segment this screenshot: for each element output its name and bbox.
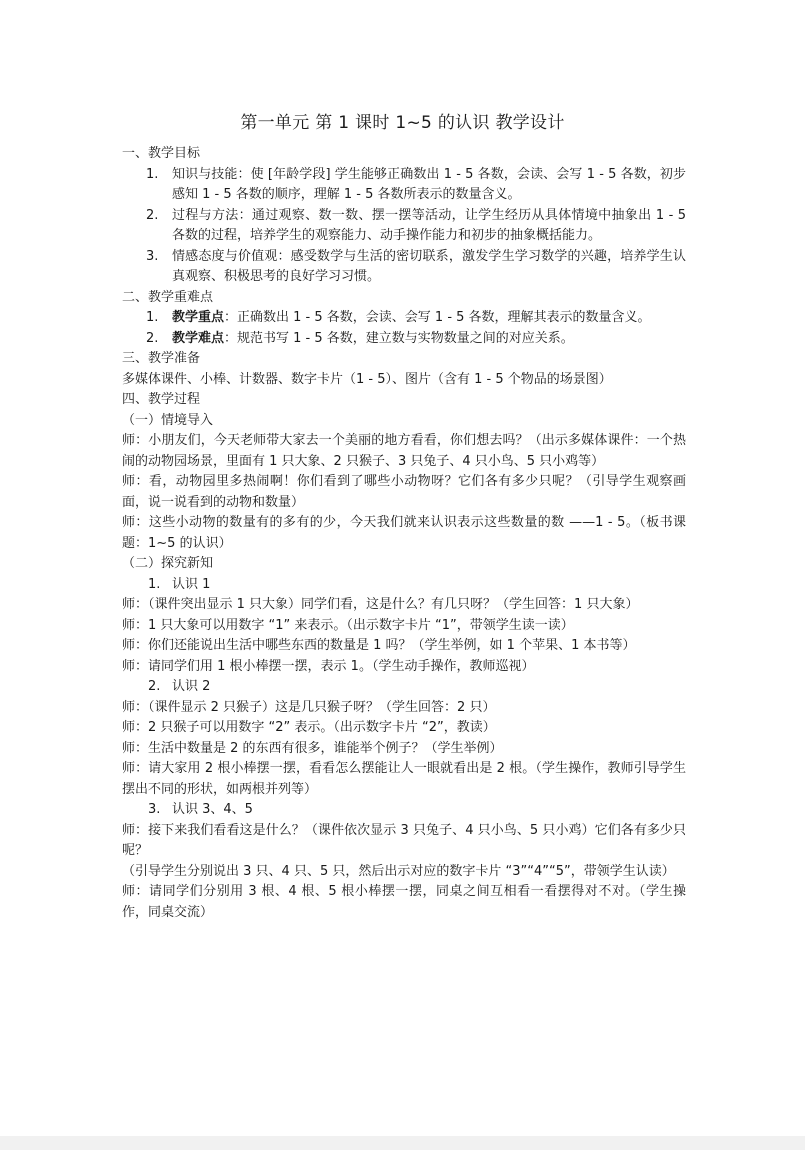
paragraph: 师：1 只大象可以用数字 “1” 来表示。（出示数字卡片 “1”，带领学生读一读） bbox=[122, 617, 574, 633]
item-number: 1. bbox=[148, 576, 161, 592]
paragraph: 师：2 只猴子可以用数字 “2” 表示。（出示数字卡片 “2”，教读） bbox=[122, 720, 496, 735]
section-heading-preparation: 三、教学准备 bbox=[122, 351, 201, 366]
item-text: 过程与方法：通过观察、数一数、摆一摆等活动，让学生经历从具体情境中抽象出 1 - 5 各数的过程，培养学生的观察能力、动手操作能力和初步的抽象概括能力。 bbox=[172, 207, 686, 243]
document-body bbox=[122, 144, 686, 923]
item-body: ：规范书写 1 - 5 各数，建立数与实物数量之间的对应关系。 bbox=[224, 330, 574, 346]
item-bold-label: 教学重点 bbox=[172, 310, 225, 325]
paragraph: 师：请同学们分别用 3 根、4 根、5 根小棒摆一摆，同桌之间互相看一看摆得对不对。（学生操作，同桌交流） bbox=[122, 884, 686, 920]
objective-item bbox=[122, 165, 686, 206]
paragraph: 师：请同学们用 1 根小棒摆一摆，表示 1。（学生动手操作，教师巡视） bbox=[122, 658, 535, 674]
key-point-item bbox=[122, 308, 686, 329]
section-heading-key-points: 二、教学重难点 bbox=[122, 289, 214, 305]
paragraph: 师：你们还能说出生活中哪些东西的数量是 1 吗？（学生举例，如 1 个苹果、1 本书等） bbox=[122, 638, 636, 653]
paragraph: 师：看，动物园里多热闹啊！你们看到了哪些小动物呀？它们各有多少只呢？（引导学生观察画面，说一说看到的动物和数量） bbox=[122, 474, 686, 510]
page-bottom-margin bbox=[0, 1136, 805, 1150]
item-bold-label: 教学难点 bbox=[172, 330, 225, 346]
item-text bbox=[172, 308, 686, 329]
subsection-heading-explore: （二）探究新知 bbox=[122, 556, 214, 571]
section-heading-process: 四、教学过程 bbox=[122, 392, 201, 407]
item-number: 3. bbox=[148, 802, 161, 817]
document-title: 第一单元 第 1 课时 1~5 的认识 教学设计 bbox=[240, 113, 565, 133]
item-number: 2. bbox=[146, 207, 159, 223]
paragraph: 师：（课件突出显示 1 只大象）同学们看，这是什么？有几只呀？（学生回答：1 只大象） bbox=[122, 597, 639, 612]
paragraph: 师：（课件显示 2 只猴子）这是几只猴子呀？（学生回答：2 只） bbox=[122, 699, 496, 715]
paragraph: 师：小朋友们，今天老师带大家去一个美丽的地方看看，你们想去吗？（出示多媒体课件：一个热闹的动物园场景，里面有 1 只大象、2 只猴子、3 只兔子、4 只小鸟、5 只小鸡等） bbox=[122, 433, 686, 469]
sub-heading-text: 认识 1 bbox=[172, 576, 211, 592]
paragraph: 师：生活中数量是 2 的东西有很多，谁能举个例子？（学生举例） bbox=[122, 740, 503, 756]
paragraph: （引导学生分别说出 3 只、4 只、5 只，然后出示对应的数字卡片 “3”“4”“5”，带领学生认读） bbox=[122, 863, 675, 879]
item-number: 3. bbox=[146, 248, 159, 264]
item-number: 1. bbox=[146, 310, 159, 325]
paragraph: 师：请大家用 2 根小棒摆一摆，看看怎么摆能让人一眼就看出是 2 根。（学生操作，教师引导学生摆出不同的形状，如两根并列等） bbox=[122, 761, 686, 797]
objective-item bbox=[122, 247, 686, 288]
sub-heading-text: 认识 3、4、5 bbox=[172, 802, 253, 817]
subsection-heading-intro: （一）情境导入 bbox=[122, 412, 214, 428]
sub-heading bbox=[122, 800, 686, 821]
item-number: 2. bbox=[148, 679, 161, 694]
item-number: 2. bbox=[146, 330, 159, 346]
item-text: 情感态度与价值观：感受数学与生活的密切联系，激发学生学习数学的兴趣，培养学生认真观察、积极思考的良好学习习惯。 bbox=[172, 248, 686, 284]
item-number: 1. bbox=[146, 166, 159, 182]
sub-heading-text: 认识 2 bbox=[172, 679, 211, 694]
item-text bbox=[172, 329, 686, 350]
item-body: ：正确数出 1 - 5 各数，会读、会写 1 - 5 各数，理解其表示的数量含义。 bbox=[224, 310, 651, 325]
section-heading-objectives: 一、教学目标 bbox=[122, 146, 201, 161]
item-text: 知识与技能：使 [年龄学段] 学生能够正确数出 1 - 5 各数，会读、会写 1 - 5 各数，初步感知 1 - 5 各数的顺序，理解 1 - 5 各数所表示的数量含义。 bbox=[172, 166, 686, 202]
sub-heading bbox=[122, 575, 686, 596]
paragraph: 师：这些小动物的数量有的多有的少，今天我们就来认识表示这些数量的数 ——1 - 5。（板书课题：1~5 的认识） bbox=[122, 515, 686, 551]
sub-heading bbox=[122, 677, 686, 698]
key-point-item bbox=[122, 329, 686, 350]
paragraph: 师：接下来我们看看这是什么？（课件依次显示 3 只兔子、4 只小鸟、5 只小鸡）它们各有多少只呢？ bbox=[122, 822, 686, 858]
preparation-text: 多媒体课件、小棒、计数器、数字卡片（1 - 5）、图片（含有 1 - 5 个物品的场景图） bbox=[122, 371, 612, 387]
objective-item bbox=[122, 206, 686, 247]
